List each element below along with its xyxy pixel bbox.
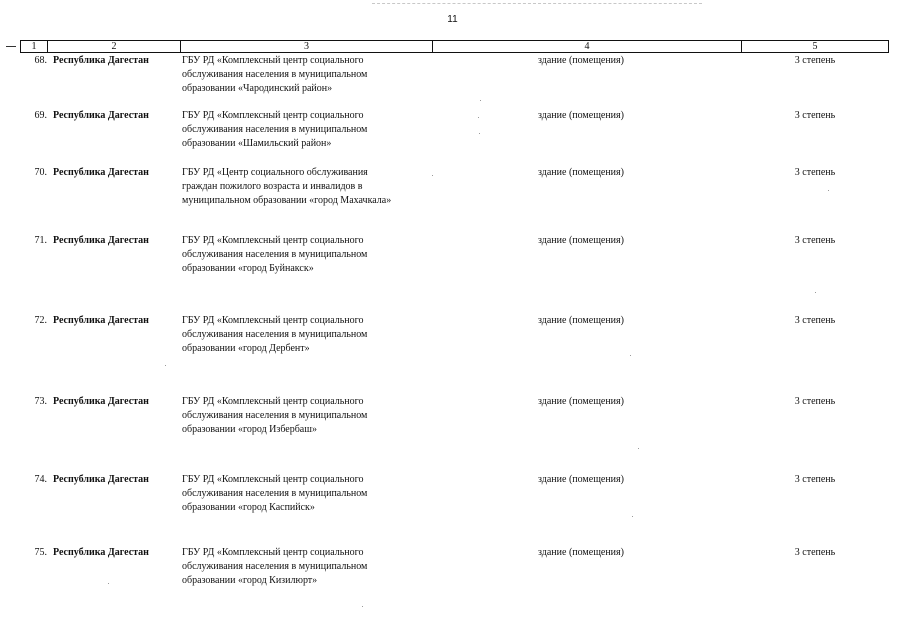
organization-name: ГБУ РД «Комплексный центр социального обслуживания населения в муниципальном образовании «город Избербаш» [182,396,368,435]
object-type: здание (помещения) [538,547,624,558]
row-number: 72. [34,315,47,326]
degree-value: 3 степень [794,167,836,178]
object-type: здание (помещения) [538,55,624,66]
degree-value: 3 степень [794,315,836,326]
row-number: 74. [34,474,47,485]
scan-speck [478,117,479,118]
scan-speck [432,175,433,176]
row-number: 68. [34,55,47,66]
region-name: Республика Дагестан [53,55,149,66]
object-type: здание (помещения) [538,474,624,485]
organization-name: ГБУ РД «Центр социального обслуживания граждан пожилого возраста и инвалидов в муниципальном образовании «город Махачкала» [182,167,392,206]
scan-artifact-line [372,3,702,5]
degree-value: 3 степень [794,235,836,246]
organization-name: ГБУ РД «Комплексный центр социального обслуживания населения в муниципальном образовании «город Кизилюрт» [182,547,368,586]
row-number: 75. [34,547,47,558]
scan-speck [632,516,633,517]
row-number: 70. [34,167,47,178]
degree-value: 3 степень [794,547,836,558]
scan-speck [828,190,829,191]
scan-speck [362,606,363,607]
degree-value: 3 степень [794,474,836,485]
degree-value: 3 степень [794,396,836,407]
object-type: здание (помещения) [538,315,624,326]
scan-speck [815,292,816,293]
region-name: Республика Дагестан [53,110,149,121]
object-type: здание (помещения) [538,167,624,178]
object-type: здание (помещения) [538,110,624,121]
column-header-4: 4 [433,41,742,52]
region-name: Республика Дагестан [53,396,149,407]
column-header-2: 2 [48,41,181,52]
column-header-1: 1 [21,41,48,52]
object-type: здание (помещения) [538,396,624,407]
margin-tick-mark [6,46,16,47]
scan-speck [479,133,480,134]
organization-name: ГБУ РД «Комплексный центр социального обслуживания населения в муниципальном образовании «город Дербент» [182,315,368,354]
organization-name: ГБУ РД «Комплексный центр социального обслуживания населения в муниципальном образовании «Чародинский район» [182,55,368,94]
page-number: 11 [447,14,458,25]
table-header [20,40,889,53]
column-header-5: 5 [812,41,818,52]
region-name: Республика Дагестан [53,315,149,326]
column-header-3: 3 [181,41,433,52]
scan-speck [108,583,109,584]
region-name: Республика Дагестан [53,474,149,485]
organization-name: ГБУ РД «Комплексный центр социального обслуживания населения в муниципальном образовании «город Буйнакск» [182,235,368,274]
row-number: 71. [34,235,47,246]
row-number: 69. [34,110,47,121]
organization-name: ГБУ РД «Комплексный центр социального обслуживания населения в муниципальном образовании «город Каспийск» [182,474,368,513]
scan-speck [165,365,166,366]
scan-speck [638,448,639,449]
region-name: Республика Дагестан [53,547,149,558]
degree-value: 3 степень [794,55,836,66]
scan-speck [480,100,481,101]
object-type: здание (помещения) [538,235,624,246]
organization-name: ГБУ РД «Комплексный центр социального обслуживания населения в муниципальном образовании «Шамильский район» [182,110,368,149]
row-number: 73. [34,396,47,407]
region-name: Республика Дагестан [53,167,149,178]
degree-value: 3 степень [794,110,836,121]
scan-speck [630,355,631,356]
region-name: Республика Дагестан [53,235,149,246]
